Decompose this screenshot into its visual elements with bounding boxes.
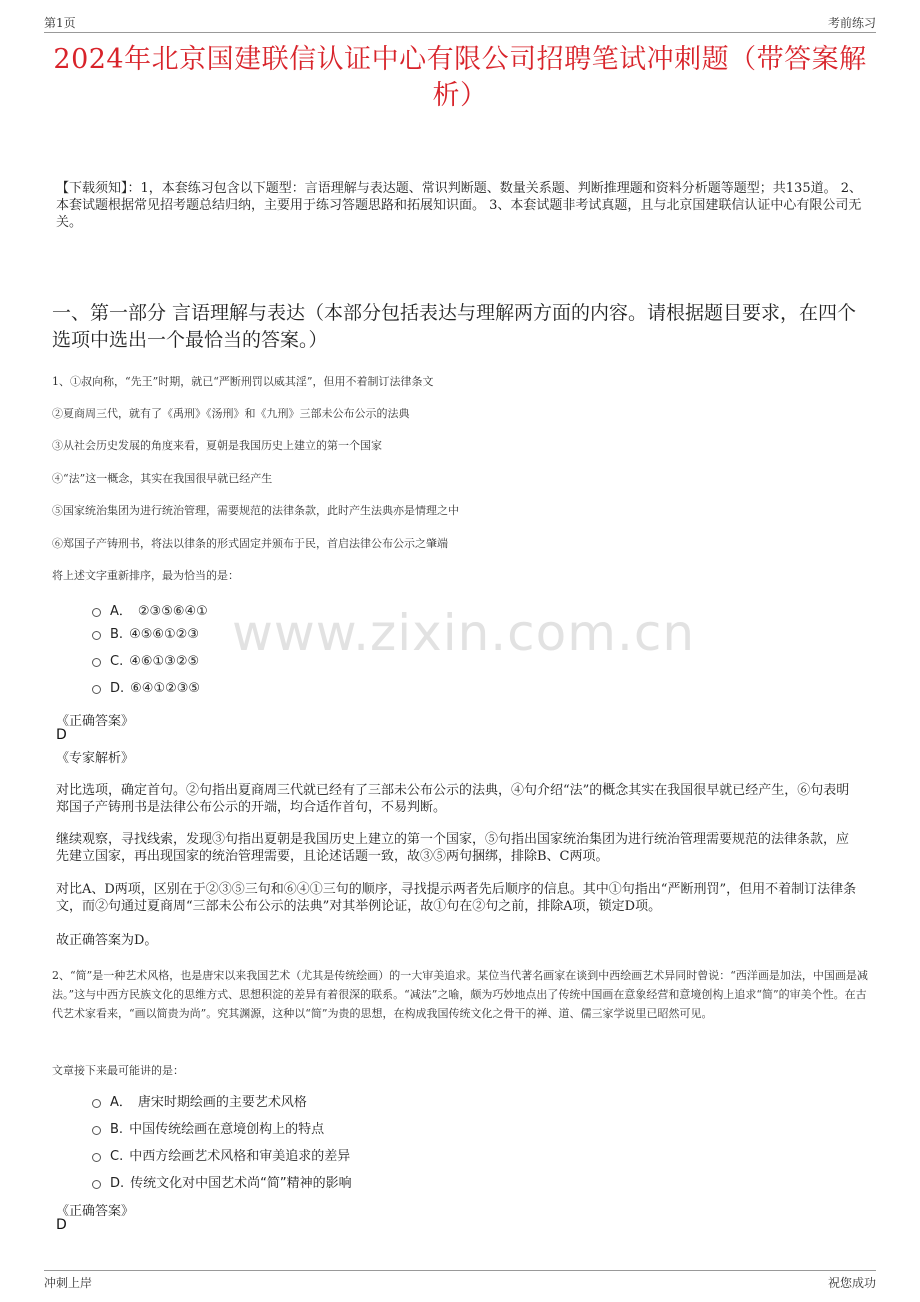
question-1-line: ③从社会历史发展的角度来看，夏朝是我国历史上建立的第一个国家 — [52, 439, 382, 452]
analysis-paragraph: 故正确答案为D。 — [56, 933, 158, 948]
analysis-paragraph: 继续观察，寻找线索，发现③句指出夏朝是我国历史上建立的第一个国家，⑤句指出国家统治集团为进行统治管理需要规范的法律条款，应先建立国家，再出现国家的统治管理需要，且论述话题一致，故③⑤两句捆绑，排除B、C两项。 — [56, 832, 850, 864]
document-title: 2024年北京国建联信认证中心有限公司招聘笔试冲刺题（带答案解析） — [53, 44, 867, 111]
answer-label: 《正确答案》 — [56, 714, 135, 729]
radio-icon[interactable] — [92, 1153, 101, 1162]
radio-icon[interactable] — [92, 658, 101, 667]
option-a[interactable]: A． ②③⑤⑥④① — [92, 600, 208, 619]
page-number: 第1页 — [44, 16, 76, 30]
radio-icon[interactable] — [92, 685, 101, 694]
radio-icon[interactable] — [92, 1126, 101, 1135]
analysis-paragraph: 对比选项，确定首句。②句指出夏商周三代就已经有了三部未公布公示的法典，④句介绍“法”的概念其实在我国很早就已经产生，⑥句表明郑国子产铸刑书是法律公布公示的开端，均合适作首句，不易判断。 — [56, 783, 850, 815]
answer-label: 《正确答案》 — [56, 1204, 135, 1219]
footer-right-label: 祝您成功 — [827, 1276, 876, 1290]
option-c[interactable]: C. 中西方绘画艺术风格和审美追求的差异 — [92, 1145, 350, 1164]
watermark: www.zixin.com.cn — [232, 604, 696, 662]
question-1-line: ②夏商周三代，就有了《禹刑》《汤刑》和《九刑》三部未公布公示的法典 — [52, 407, 410, 420]
question-1-line: ⑤国家统治集团为进行统治管理，需要规范的法律条款，此时产生法典亦是情理之中 — [52, 504, 459, 517]
page-footer — [44, 1270, 876, 1293]
section-heading: 一、第一部分 言语理解与表达（本部分包括表达与理解两方面的内容。请根据题目要求，在四个选项中选出一个最恰当的答案。） — [52, 302, 857, 351]
answer-value: D — [56, 1217, 67, 1233]
download-notice: 【下载须知】：1，本套练习包含以下题型：言语理解与表达题、常识判断题、数量关系题、判断推理题和资料分析题等题型；共135道。 2、本套试题根据常见招考题总结归纳，主要用于练习答题思路和拓展知识面。 3、本套试题非考试真题，且与北京国建联信认证中心有限公司无关。 — [56, 181, 862, 230]
option-a[interactable]: A． 唐宋时期绘画的主要艺术风格 — [92, 1091, 307, 1110]
footer-left-label: 冲刺上岸 — [44, 1276, 93, 1290]
radio-icon[interactable] — [92, 631, 101, 640]
page-header — [44, 10, 876, 33]
option-b[interactable]: B. ④⑤⑥①②③ — [92, 627, 199, 642]
radio-icon[interactable] — [92, 1099, 101, 1108]
radio-icon[interactable] — [92, 1180, 101, 1189]
question-2-prompt: 文章接下来最可能讲的是： — [52, 1064, 184, 1077]
analysis-paragraph: 对比A、D两项，区别在于②③⑤三句和⑥④①三句的顺序，寻找提示两者先后顺序的信息。其中①句指出“严断刑罚”，但用不着制订法律条文，而②句通过夏商周“三部未公布公示的法典”对其举例论证，故①句在②句之前，排除A项，锁定D项。 — [56, 882, 857, 914]
question-1-line: 1、①叔向称，“先王”时期，就已“严断刑罚以威其淫”，但用不着制订法律条文 — [52, 375, 434, 388]
question-1-line: ⑥郑国子产铸刑书，将法以律条的形式固定并颁布于民，首启法律公布公示之肇端 — [52, 537, 448, 550]
question-1-line: ④“法”这一概念，其实在我国很早就已经产生 — [52, 472, 273, 485]
question-1-prompt: 将上述文字重新排序，最为恰当的是： — [52, 569, 239, 582]
option-b[interactable]: B. 中国传统绘画在意境创构上的特点 — [92, 1118, 324, 1137]
radio-icon[interactable] — [92, 608, 101, 617]
option-d[interactable]: D. ⑥④①②③⑤ — [92, 681, 200, 696]
header-label: 考前练习 — [827, 16, 876, 30]
answer-value: D — [56, 727, 67, 743]
analysis-label: 《专家解析》 — [56, 751, 135, 766]
option-d[interactable]: D. 传统文化对中国艺术尚“简”精神的影响 — [92, 1172, 352, 1191]
option-c[interactable]: C. ④⑥①③②⑤ — [92, 654, 199, 669]
question-2-text: 2、“简”是一种艺术风格，也是唐宋以来我国艺术（尤其是传统绘画）的一大审美追求。某位当代著名画家在谈到中西绘画艺术异同时曾说：“西洋画是加法，中国画是减法。”这与中西方民族文化的思维方式、思想积淀的差异有着很深的联系。“减法”之喻，颇为巧妙地点出了传统中国画在意象经营和意境创构上追求“简”的审美个性。在古代艺术家看来，“画以简贵为尚”。究其渊源，这种以“简”为贵的思想，在构成我国传统文化之骨干的禅、道、儒三家学说里已昭然可见。 — [52, 969, 868, 1020]
